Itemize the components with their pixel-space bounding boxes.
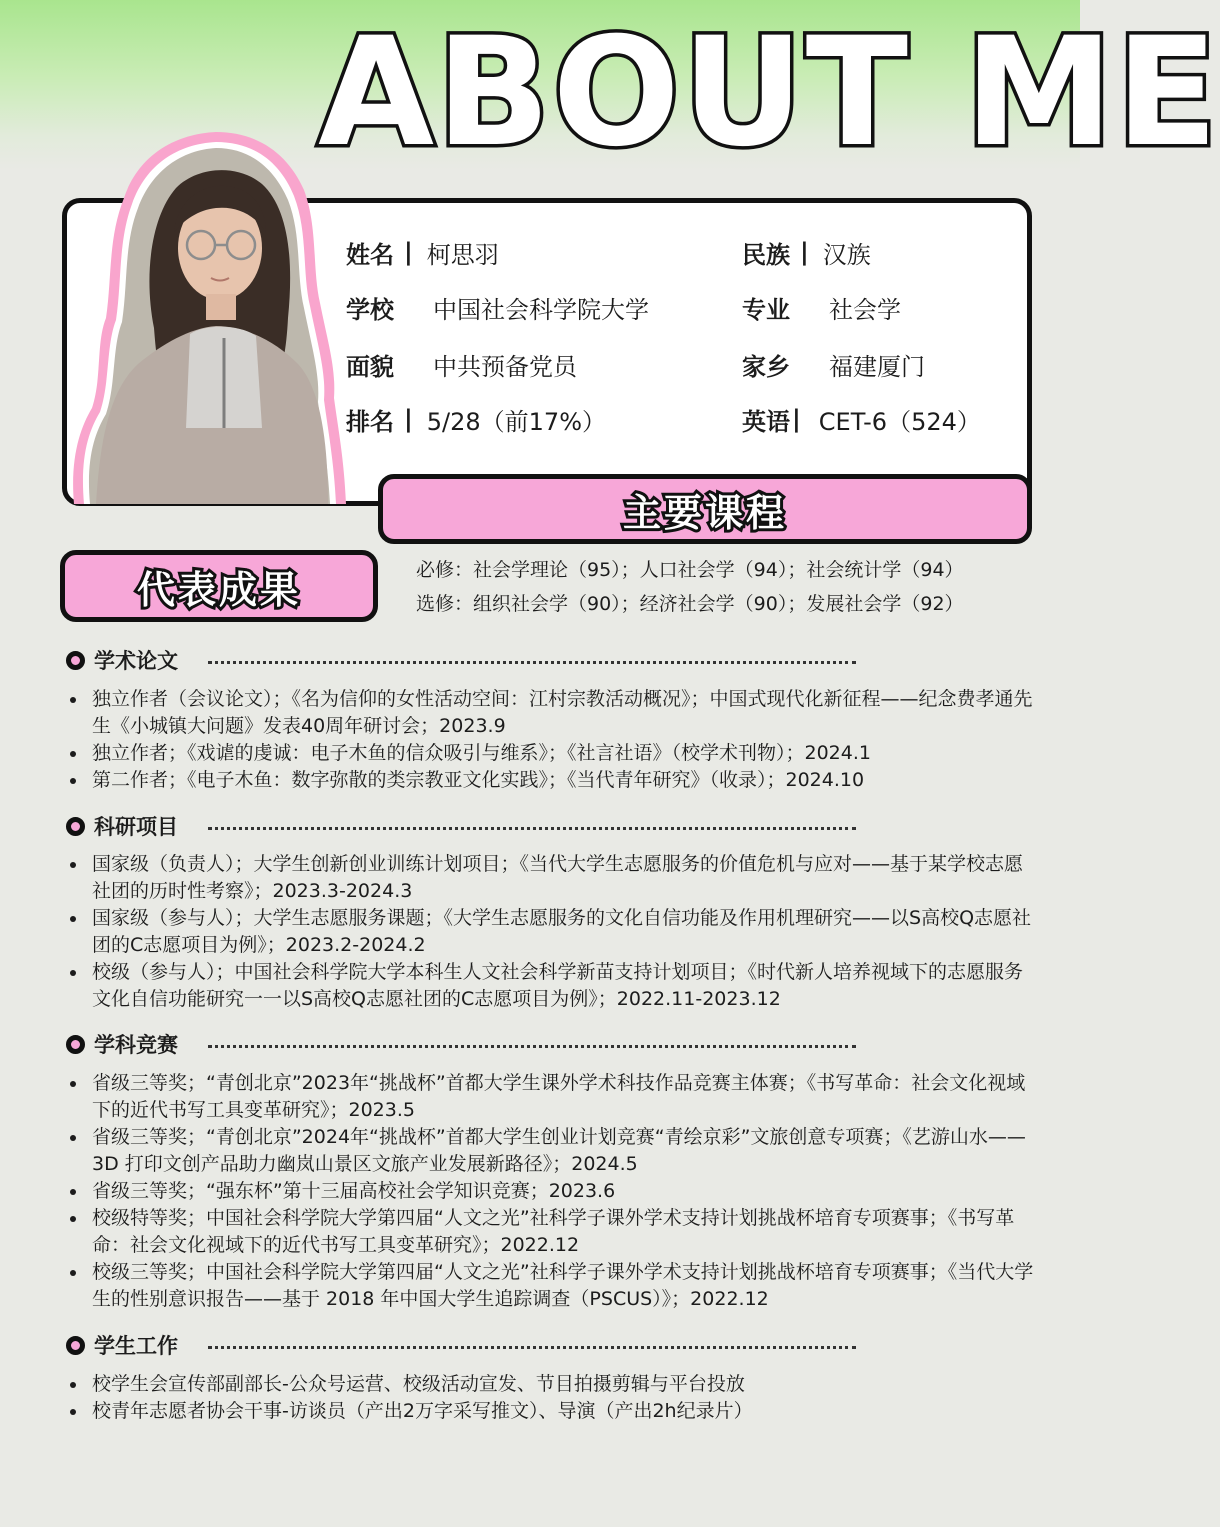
- list-item: 校青年志愿者协会干事-访谈员（产出2万字采写推文）、导演（产出2h纪录片）: [66, 1398, 1036, 1425]
- info-row-hometown: [742, 344, 925, 384]
- dotted-divider: [208, 1045, 856, 1048]
- section-title: 学术论文: [94, 649, 178, 673]
- section-title: 科研项目: [94, 815, 178, 839]
- info-label: 民族: [742, 240, 790, 269]
- list-item: 国家级（负责人）；大学生创新创业训练计划项目；《当代大学生志愿服务的价值危机与应对——基于某学校志愿社团的历时性考察》；2023.3-2024.3: [66, 851, 1036, 905]
- list-item: 校级三等奖；中国社会科学院大学第四届“人文之光”社科学子课外学术支持计划挑战杯培育专项赛事；《当代大学生的性别意识报告——基于 2018 年中国大学生追踪调查（PSCUS）》；2022.12: [66, 1259, 1036, 1313]
- list-item: 国家级（参与人）；大学生志愿服务课题；《大学生志愿服务的文化自信功能及作用机理研究——以S高校Q志愿社团的C志愿项目为例》；2023.2-2024.2: [66, 905, 1036, 959]
- courses-heading: 主要课程: [622, 490, 787, 535]
- section-header-competitions: [66, 1029, 856, 1059]
- achievements-heading-pill: [60, 550, 378, 622]
- section-header-student-work: [66, 1330, 856, 1360]
- info-value: 柯思羽: [426, 240, 499, 269]
- papers-list: [66, 686, 1036, 794]
- info-label: 英语: [742, 407, 790, 436]
- section-title: 学生工作: [94, 1334, 178, 1358]
- circle-bullet-icon: [66, 1336, 85, 1355]
- courses-required: 必修：社会学理论（95）；人口社会学（94）；社会统计学（94）: [416, 559, 964, 581]
- info-label: 学校: [346, 295, 394, 324]
- list-item: 独立作者（会议论文）；《名为信仰的女性活动空间：江村宗教活动概况》；中国式现代化新征程——纪念费孝通先生《小城镇大问题》发表40周年研讨会；2023.9: [66, 686, 1036, 740]
- info-separator: |: [792, 405, 801, 433]
- info-row-political-status: [346, 344, 577, 384]
- list-item: 省级三等奖；“青创北京”2023年“挑战杯”首都大学生课外学术科技作品竞赛主体赛；《书写革命：社会文化视域下的近代书写工具变革研究》；2023.5: [66, 1070, 1036, 1124]
- info-label: 家乡: [742, 352, 790, 381]
- list-item: 第二作者；《电子木鱼：数字弥散的类宗教亚文化实践》；《当代青年研究》（收录）；2024.10: [66, 767, 1036, 794]
- info-value: 中国社会科学院大学: [433, 295, 649, 324]
- list-item: 校学生会宣传部副部长-公众号运营、校级活动宣发、节目拍摄剪辑与平台投放: [66, 1371, 1036, 1398]
- info-row-school: [346, 287, 649, 327]
- profile-photo: [66, 128, 356, 506]
- section-title: 学科竞赛: [94, 1033, 178, 1057]
- info-row-major: [742, 287, 901, 327]
- competitions-list: [66, 1070, 1036, 1313]
- info-value: 社会学: [829, 295, 901, 324]
- achievements-heading: 代表成果: [136, 567, 301, 612]
- info-separator: |: [800, 238, 809, 266]
- info-label: 专业: [742, 295, 790, 324]
- info-row-ethnicity: [742, 232, 871, 272]
- info-value: CET-6（524）: [818, 407, 981, 436]
- info-label: 面貌: [346, 352, 394, 381]
- circle-bullet-icon: [66, 1035, 85, 1054]
- projects-list: [66, 851, 1036, 1013]
- dotted-divider: [208, 661, 856, 664]
- courses-elective: 选修：组织社会学（90）；经济社会学（90）；发展社会学（92）: [416, 593, 964, 615]
- info-value: 中共预备党员: [433, 352, 577, 381]
- portrait-illustration: [66, 128, 356, 506]
- list-item: 省级三等奖；“强东杯”第十三届高校社会学知识竞赛；2023.6: [66, 1178, 1036, 1205]
- section-header-papers: [66, 645, 856, 675]
- info-separator: |: [404, 405, 413, 433]
- info-label: 排名: [346, 407, 394, 436]
- info-label: 姓名: [346, 240, 394, 269]
- list-item: 校级特等奖；中国社会科学院大学第四届“人文之光”社科学子课外学术支持计划挑战杯培育专项赛事；《书写革命：社会文化视域下的近代书写工具变革研究》；2022.12: [66, 1205, 1036, 1259]
- courses-heading-pill: [378, 474, 1032, 544]
- page-title: ABOUT ME: [318, 6, 1220, 180]
- list-item: 校级（参与人）；中国社会科学院大学本科生人文社会科学新苗支持计划项目；《时代新人培养视域下的志愿服务文化自信功能研究一一以S高校Q志愿社团的C志愿项目为例》；2022.11-2023.12: [66, 959, 1036, 1013]
- list-item: 省级三等奖；“青创北京”2024年“挑战杯”首都大学生创业计划竞赛“青绘京彩”文旅创意专项赛；《艺游山水——3D 打印文创产品助力幽岚山景区文旅产业发展新路径》；2024.5: [66, 1124, 1036, 1178]
- info-value: 5/28（前17%）: [426, 407, 607, 436]
- courses-list: [416, 553, 1056, 621]
- list-item: 独立作者；《戏谑的虔诚：电子木鱼的信众吸引与维系》；《社言社语》（校学术刊物）；2024.1: [66, 740, 1036, 767]
- circle-bullet-icon: [66, 817, 85, 836]
- info-row-ranking: [346, 399, 606, 439]
- info-value: 汉族: [822, 240, 871, 269]
- section-header-projects: [66, 811, 856, 841]
- student-work-list: [66, 1371, 1036, 1425]
- info-row-name: [346, 232, 499, 272]
- dotted-divider: [208, 827, 856, 830]
- info-row-english: [742, 399, 981, 439]
- circle-bullet-icon: [66, 651, 85, 670]
- dotted-divider: [208, 1346, 856, 1349]
- info-value: 福建厦门: [829, 352, 925, 381]
- info-separator: |: [404, 238, 413, 266]
